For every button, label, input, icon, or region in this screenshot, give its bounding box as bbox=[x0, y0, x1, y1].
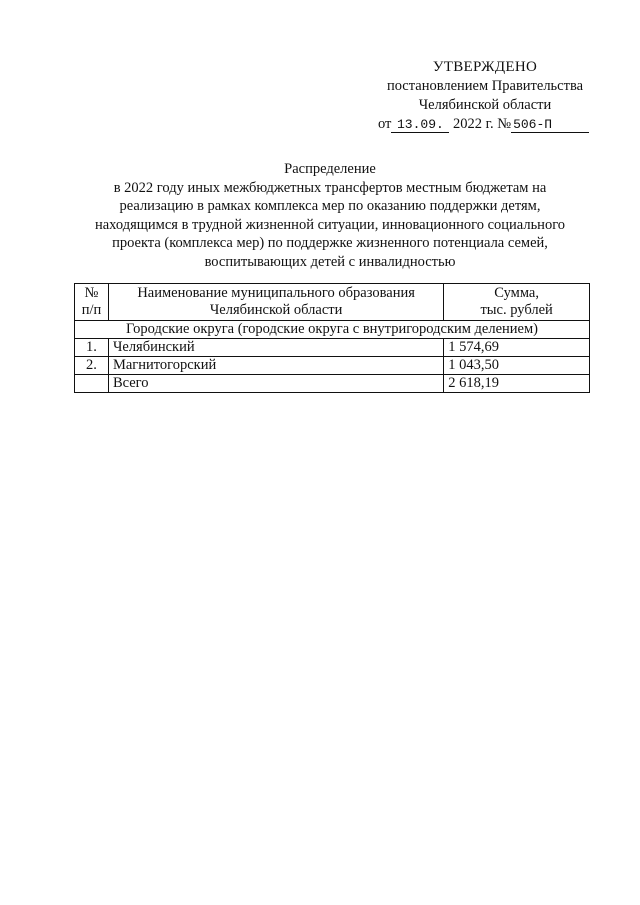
heading-line: реализацию в рамках комплекса мер по оказанию поддержки детям, bbox=[119, 198, 541, 214]
total-label: Всего bbox=[108, 375, 443, 393]
document-heading bbox=[70, 160, 590, 271]
header-municipality-line2: Челябинской области bbox=[209, 302, 343, 318]
group-row bbox=[75, 321, 590, 339]
header-number bbox=[75, 284, 109, 321]
heading-line: в 2022 году иных межбюджетных трансфертов местным бюджетам на bbox=[113, 179, 547, 196]
distribution-table bbox=[74, 283, 590, 393]
header-municipality bbox=[108, 284, 443, 321]
row-number: 1. bbox=[75, 339, 109, 357]
table-header-row bbox=[75, 284, 590, 321]
total-sum: 2 618,19 bbox=[444, 375, 590, 393]
document-number: 506-П bbox=[511, 117, 589, 133]
approval-line-government: постановлением Правительства bbox=[386, 78, 584, 94]
heading-line: воспитывающих детей с инвалидностью bbox=[204, 253, 456, 270]
table-row bbox=[75, 357, 590, 375]
total-number bbox=[75, 375, 109, 393]
row-sum: 1 043,50 bbox=[444, 357, 590, 375]
heading-line: находящимся в трудной жизненной ситуации, инновационного социального bbox=[94, 216, 566, 233]
approval-stamp bbox=[370, 58, 600, 134]
row-number: 2. bbox=[75, 357, 109, 375]
heading-line: проекта (комплекса мер) по поддержке жизненного потенциала семей, bbox=[112, 235, 548, 251]
table-row bbox=[75, 339, 590, 357]
header-sum-line1: Сумма, bbox=[494, 285, 539, 301]
group-label: Городские округа (городские округа с внутригородским делением) bbox=[75, 321, 590, 339]
header-sum-line2: тыс. рублей bbox=[480, 302, 553, 318]
row-municipality: Магнитогорский bbox=[108, 357, 443, 375]
approval-line-region: Челябинской области bbox=[418, 97, 552, 113]
header-number-line2: п/п bbox=[81, 302, 102, 318]
approval-title: УТВЕРЖДЕНО bbox=[432, 59, 538, 75]
row-sum: 1 574,69 bbox=[444, 339, 590, 357]
row-municipality: Челябинский bbox=[108, 339, 443, 357]
header-number-line1: № bbox=[84, 285, 99, 301]
date-value: 13.09. bbox=[391, 117, 449, 133]
date-prefix: от bbox=[378, 116, 392, 132]
year-text: 2022 г. № bbox=[453, 116, 512, 132]
approval-date-line bbox=[370, 115, 600, 134]
header-municipality-line1: Наименование муниципального образования bbox=[137, 285, 415, 301]
total-row bbox=[75, 375, 590, 393]
header-sum bbox=[444, 284, 590, 321]
heading-line: Распределение bbox=[284, 161, 376, 177]
